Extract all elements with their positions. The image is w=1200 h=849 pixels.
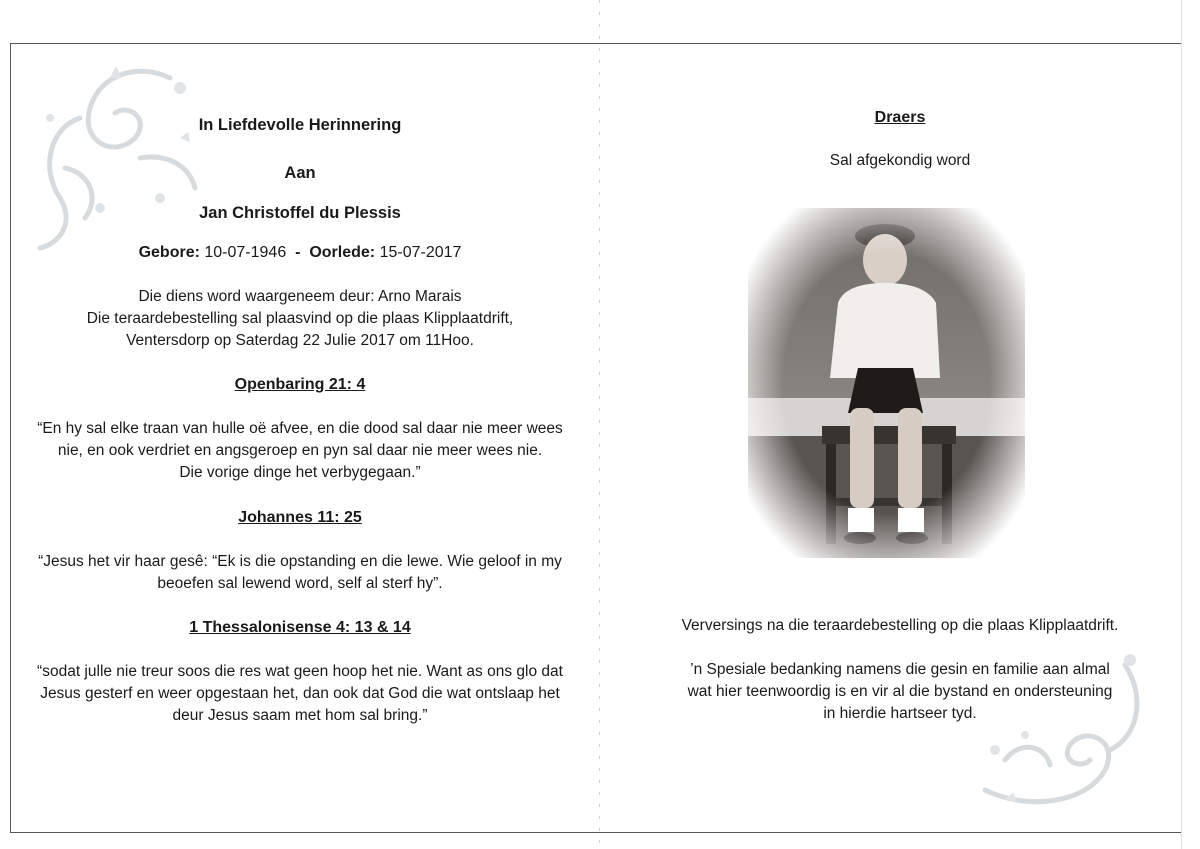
aan-label: Aan xyxy=(284,164,316,182)
scripture-reference: 1 Thessalonisense 4: 13 & 14 xyxy=(189,619,411,636)
scripture-reference: Johannes 11: 25 xyxy=(238,509,362,526)
scripture-text: “En hy sal elke traan van hulle oë afvee, en die dood sal daar nie meer wees xyxy=(37,420,563,437)
scripture-reference: Openbaring 21: 4 xyxy=(234,376,366,393)
memorial-heading: In Liefdevolle Herinnering xyxy=(198,116,402,134)
scripture-text: deur Jesus saam met hom sal bring.” xyxy=(172,707,428,724)
thanks-text: in hierdie hartseer tyd. xyxy=(823,705,977,722)
pallbearers-note: Sal afgekondig word xyxy=(829,152,971,169)
scripture-text: Die vorige dinge het verbygegaan.” xyxy=(179,464,421,481)
thanks-text: ’n Spesiale bedanking namens die gesin en familie aan almal xyxy=(690,661,1110,678)
right-panel xyxy=(600,0,1200,849)
dates-line xyxy=(0,242,600,264)
scripture-text: Jesus gesterf en weer opgestaan het, dan ook dat God die wat ontslaap het xyxy=(40,685,560,702)
date-separator: - xyxy=(295,244,301,261)
deceased-name: Jan Christoffel du Plessis xyxy=(199,204,401,222)
service-line: Ventersdorp op Saterdag 22 Julie 2017 om 11Hoo. xyxy=(126,332,474,349)
service-line: Die diens word waargeneem deur: Arno Marais xyxy=(138,288,462,305)
memorial-photo xyxy=(748,208,1025,558)
scripture-text: “Jesus het vir haar gesê: “Ek is die opstanding en die lewe. Wie geloof in my xyxy=(38,553,562,570)
refreshments-note: Verversings na die teraardebestelling op die plaas Klipplaatdrift. xyxy=(681,617,1119,634)
pallbearers-heading: Draers xyxy=(874,109,926,126)
born-date: 10-07-1946 xyxy=(204,244,287,261)
died-label: Oorlede: xyxy=(309,244,376,261)
boy-photo-icon xyxy=(748,208,1025,558)
scripture-text: “sodat julle nie treur soos die res wat geen hoop het nie. Want as ons glo dat xyxy=(37,663,563,680)
born-label: Gebore: xyxy=(138,244,200,261)
thanks-text: wat hier teenwoordig is en vir al die bystand en ondersteuning xyxy=(687,683,1113,700)
died-date: 15-07-2017 xyxy=(379,244,462,261)
scripture-text: beoefen sal lewend word, self al sterf hy”. xyxy=(157,575,443,592)
scripture-text: nie, en ook verdriet en angsgeroep en pyn sal daar nie meer wees nie. xyxy=(57,442,543,459)
service-line: Die teraardebestelling sal plaasvind op die plaas Klipplaatdrift, xyxy=(86,310,514,327)
